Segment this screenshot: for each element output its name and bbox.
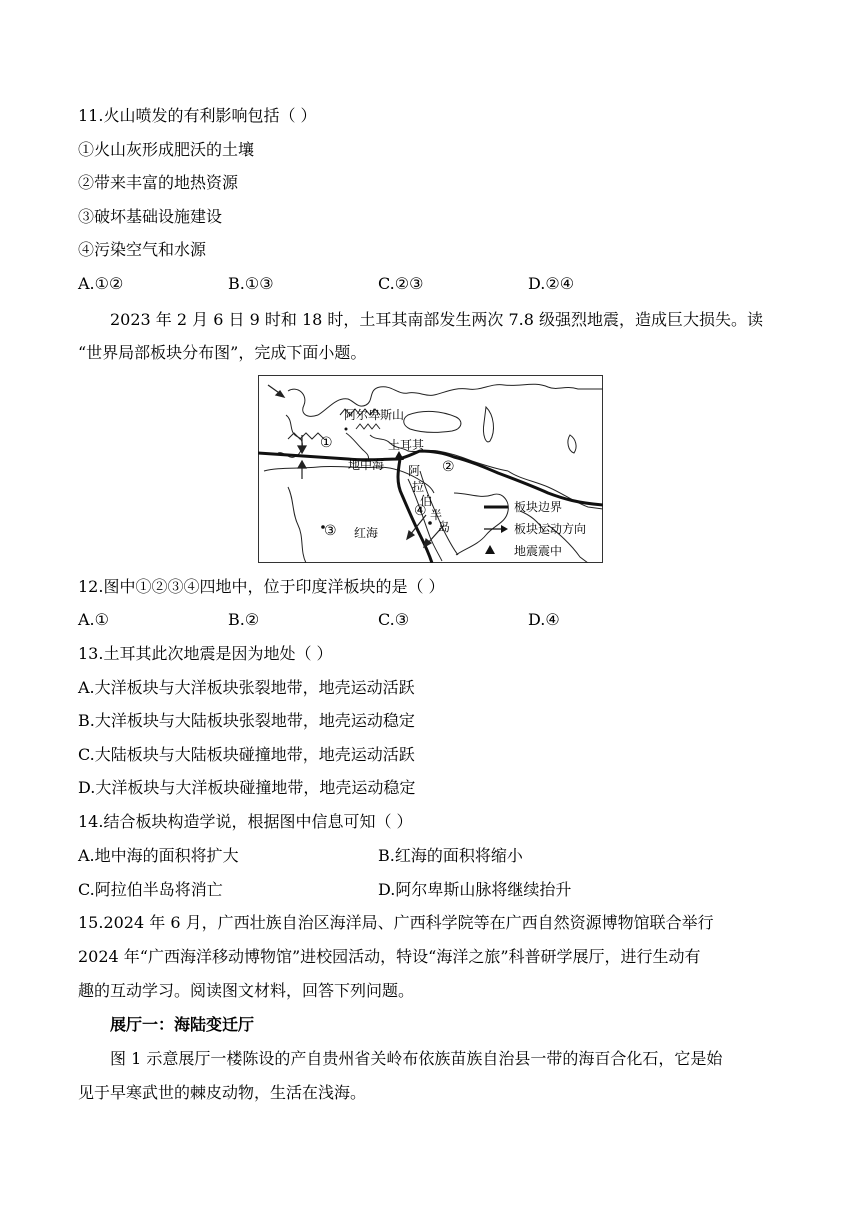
label-point-4: ④ (414, 503, 427, 519)
q11-item-1: ①火山灰形成肥沃的土壤 (78, 140, 255, 159)
q11-option-c[interactable]: C.②③ (378, 274, 424, 293)
q11-item-3: ③破坏基础设施建设 (78, 207, 223, 226)
label-turkey: 土耳其 (388, 438, 425, 452)
q14-option-a[interactable]: A.地中海的面积将扩大 (78, 846, 239, 865)
intro-line-2: “世界局部板块分布图”，完成下面小题。 (78, 343, 367, 362)
label-arabia-4: 半 (430, 508, 443, 522)
q11-option-b[interactable]: B.①③ (228, 274, 274, 293)
q14-option-b[interactable]: B.红海的面积将缩小 (378, 846, 523, 865)
q12-stem: 12.图中①②③④四地中，位于印度洋板块的是（ ） (78, 577, 445, 596)
q14-option-c[interactable]: C.阿拉伯半岛将消亡 (78, 880, 223, 899)
label-arabia-2: 拉 (412, 480, 425, 494)
legend-epicenter-label: 地震震中 (514, 544, 563, 558)
intro-line-1: 2023 年 2 月 6 日 9 时和 18 时，土耳其南部发生两次 7.8 级强烈地震，造成巨大损失。读 (110, 310, 764, 329)
q14-stem: 14.结合板块构造学说，根据图中信息可知（ ） (78, 812, 413, 831)
q12-option-a[interactable]: A.① (78, 610, 109, 629)
q15-line-3: 趣的互动学习。阅读图文材料，回答下列问题。 (78, 981, 415, 1000)
q13-stem: 13.土耳其此次地震是因为地处（ ） (78, 644, 333, 663)
label-point-1: ① (320, 435, 333, 451)
label-med: 地中海 (348, 458, 385, 472)
label-point-2: ② (442, 459, 455, 475)
legend-boundary-label: 板块边界 (514, 500, 563, 514)
q11-item-4: ④污染空气和水源 (78, 240, 207, 259)
q13-option-a[interactable]: A.大洋板块与大洋板块张裂地带，地壳运动活跃 (78, 678, 415, 697)
label-redsea: 红海 (354, 526, 379, 540)
q13-option-b[interactable]: B.大洋板块与大陆板块张裂地带，地壳运动稳定 (78, 711, 415, 730)
q15-line-1: 15.2024 年 6 月，广西壮族自治区海洋局、广西科学院等在广西自然资源博物馆联合举行 (78, 913, 714, 932)
q11-item-2: ②带来丰富的地热资源 (78, 173, 239, 192)
q12-option-d[interactable]: D.④ (528, 610, 560, 629)
label-arabia-5: 岛 (438, 520, 451, 534)
q15-para-2: 见于早寒武世的棘皮动物，生活在浅海。 (78, 1083, 367, 1102)
q11-stem: 11.火山喷发的有利影响包括（ ） (78, 106, 317, 125)
label-alps: 阿尔卑斯山 (344, 408, 405, 422)
label-point-3: ③ (324, 523, 337, 539)
q15-para-1: 图 1 示意展厅一楼陈设的产自贵州省关岭布依族苗族自治县一带的海百合化石，它是始 (110, 1049, 723, 1068)
q13-option-d[interactable]: D.大洋板块与大洋板块碰撞地带，地壳运动稳定 (78, 778, 416, 797)
q12-option-b[interactable]: B.② (228, 610, 260, 629)
point-1-dot (345, 428, 348, 431)
label-arabia-3: 伯 (420, 494, 433, 508)
q11-option-d[interactable]: D.②④ (528, 274, 575, 293)
plate-map (258, 375, 603, 563)
q13-option-c[interactable]: C.大陆板块与大陆板块碰撞地带，地壳运动活跃 (78, 745, 415, 764)
q12-option-c[interactable]: C.③ (378, 610, 410, 629)
legend-motion-label: 板块运动方向 (514, 522, 587, 536)
q14-option-d[interactable]: D.阿尔卑斯山脉将继续抬升 (378, 880, 572, 899)
q15-line-2: 2024 年“广西海洋移动博物馆”进校园活动，特设“海洋之旅”科普研学展厅，进行生动有 (78, 947, 701, 966)
hall-title: 展厅一：海陆变迁厅 (110, 1015, 255, 1034)
label-arabia-1: 阿 (408, 464, 421, 478)
q11-option-a[interactable]: A.①② (78, 274, 124, 293)
